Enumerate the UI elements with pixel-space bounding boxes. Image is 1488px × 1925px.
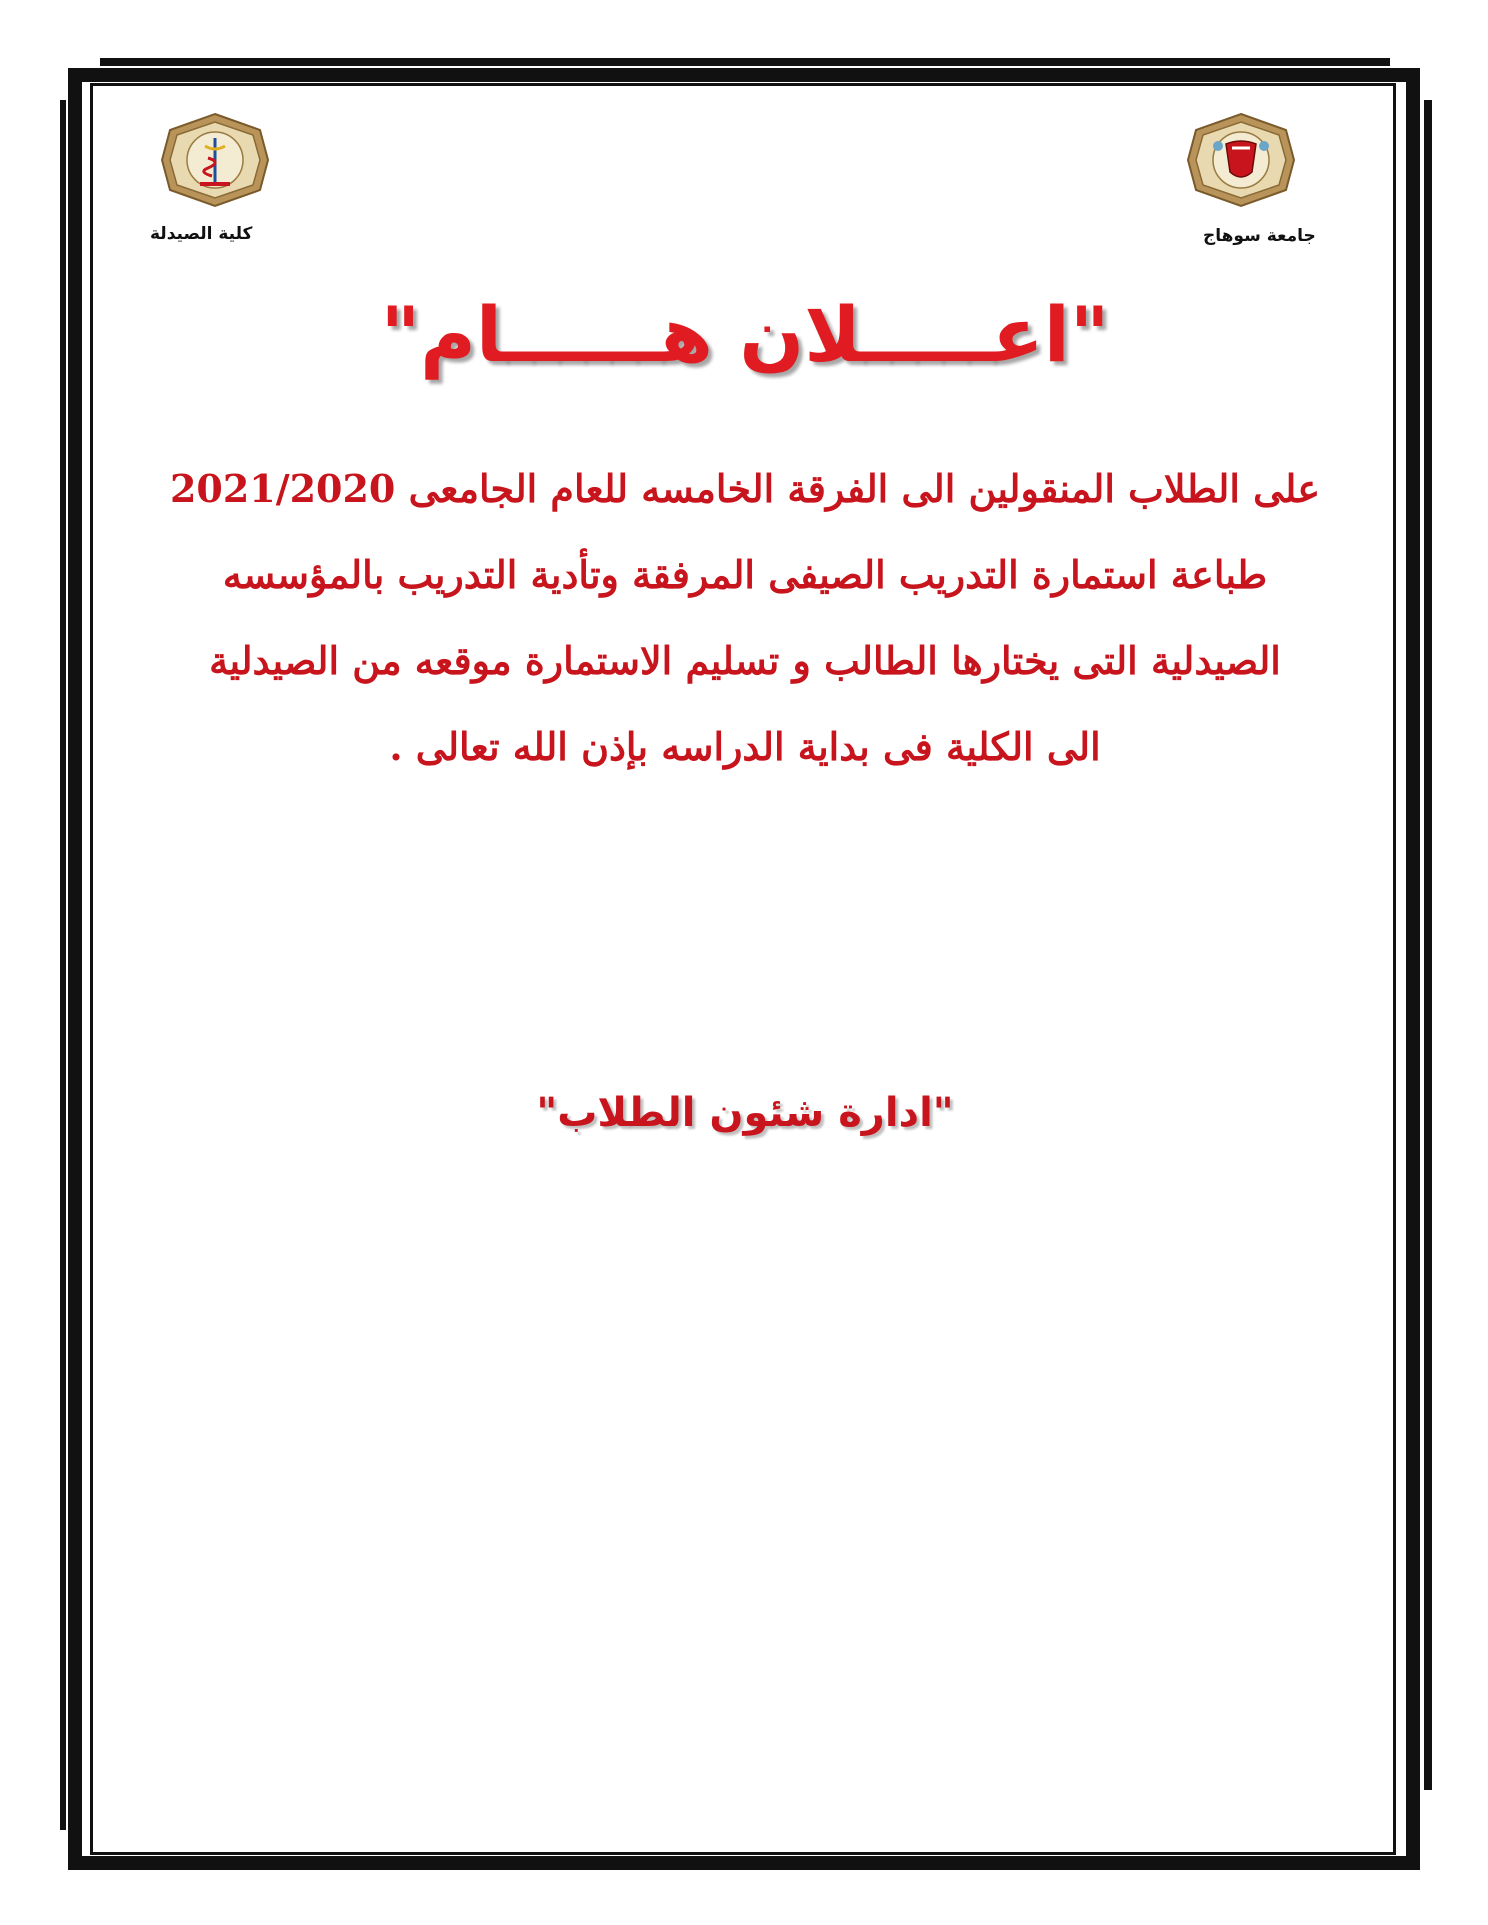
pharmacy-faculty-caption: كلية الصيدلة: [150, 224, 253, 244]
sohag-university-seal-icon: [1186, 112, 1296, 208]
border-top-bar: [100, 58, 1390, 66]
sohag-university-caption: جامعة سوهاج: [1203, 226, 1316, 246]
student-affairs-signature: "ادارة شئون الطلاب": [536, 1090, 954, 1136]
announcement-body: [140, 446, 1350, 790]
announcement-line: طباعة استمارة التدريب الصيفى المرفقة وتأدية التدريب بالمؤسسه: [222, 552, 1268, 597]
announcement-title: "اعـــــلان هــــــام": [380, 290, 1110, 379]
border-left-bar: [60, 100, 66, 1830]
announcement-line: على الطلاب المنقولين الى الفرقة الخامسه للعام الجامعى 2021/2020: [169, 466, 1321, 511]
announcement-line: الصيدلية التى يختارها الطالب و تسليم الاستمارة موقعه من الصيدلية: [209, 638, 1281, 683]
announcement-line: الى الكلية فى بداية الدراسه بإذن الله تعالى .: [389, 724, 1101, 769]
pharmacy-faculty-seal-icon: [160, 112, 270, 208]
border-right-bar: [1424, 100, 1432, 1790]
